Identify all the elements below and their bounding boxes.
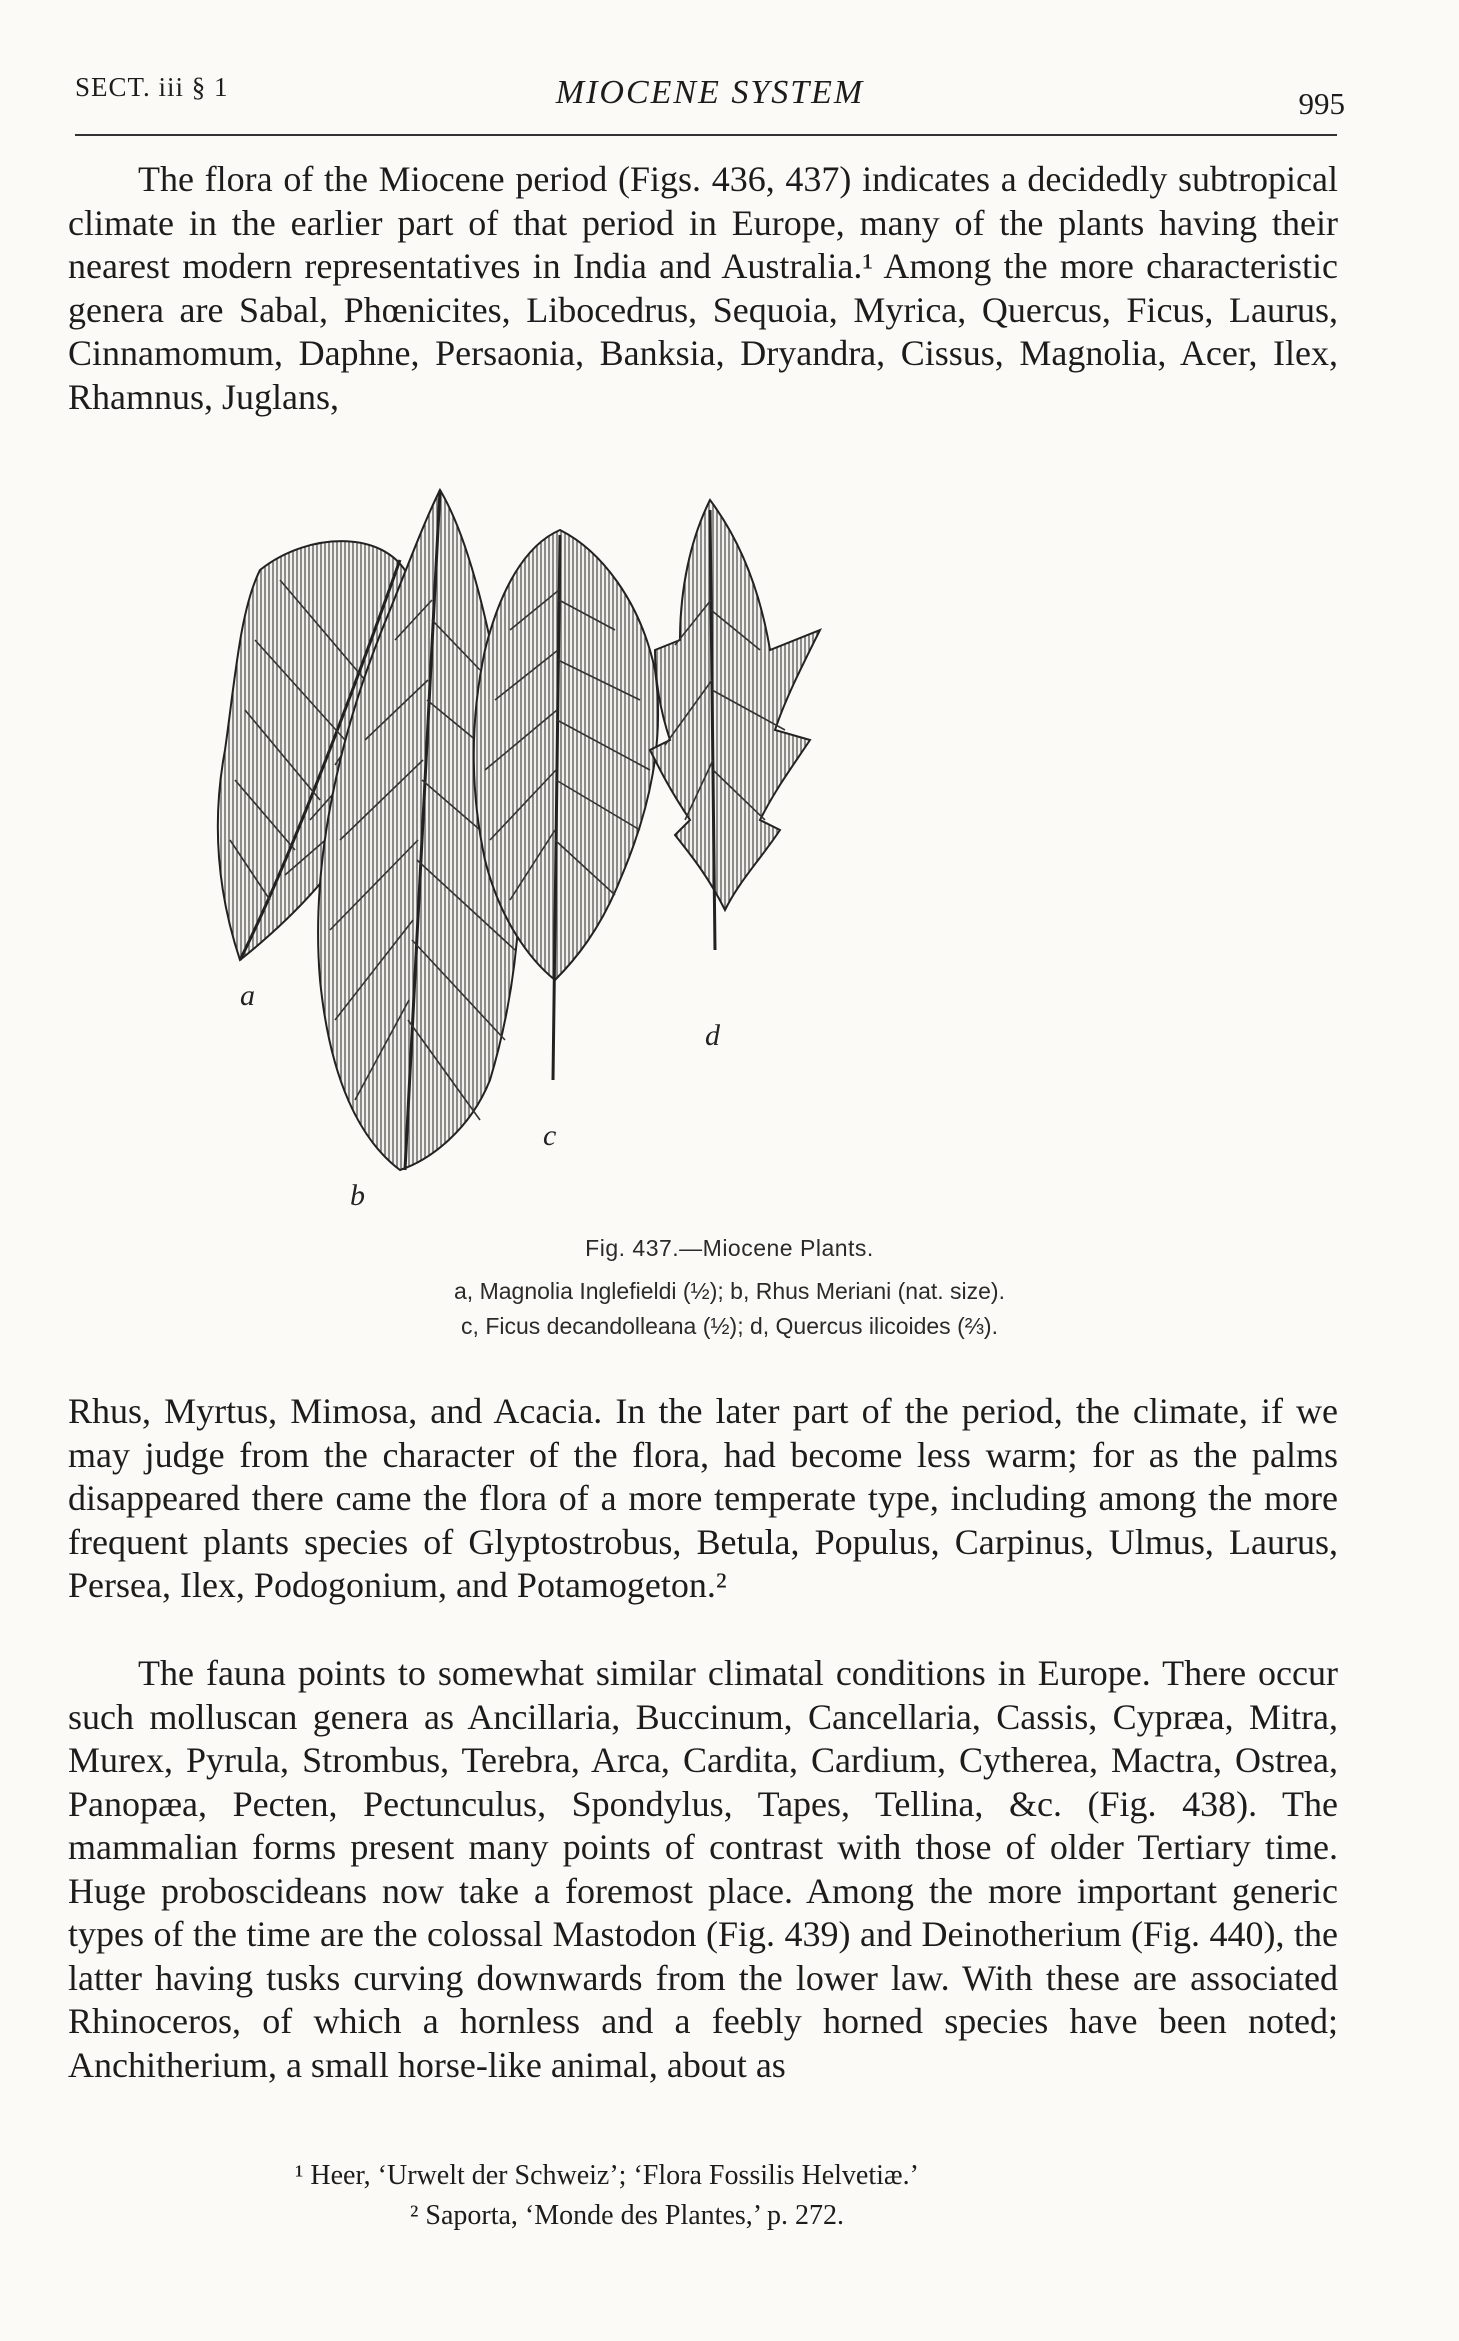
leaf-illustrations: [200, 480, 1380, 1210]
footnote-2: ² Saporta, ‘Monde des Plantes,’ p. 272.: [410, 2200, 845, 2231]
paragraph-fauna: The fauna points to somewhat similar climatal conditions in Europe. There occur such molluscan genera as Ancillaria, Buccinum, Cancellaria, Cassis, Cypræa, Mitra, Murex, Pyrula, Strombus, Terebra, Arca, Cardita, Cardium, Cytherea, Mactra, Ostrea, Panopæa, Pecten, Pectunculus, Spondylus, Tapes, Tellina, &c. (Fig. 438). The mammalian forms present many points of contrast with those of older Tertiary time. Huge proboscideans now take a foremost place. Among the more important generic types of the time are the colossal Mastodon (Fig. 439) and Deinotherium (Fig. 440), the latter having tusks curving downwards from the lower law. With these are associated Rhinoceros, of which a hornless and a feebly horned species have been noted; Anchitherium, a small horse-like animal, about as: [68, 1653, 1338, 2085]
figure-miocene-plants: [200, 480, 1380, 1210]
figure-caption-line-2: c, Ficus decandolleana (½); d, Quercus ilicoides (⅔).: [461, 1313, 998, 1339]
leaf-label-b: b: [350, 1179, 365, 1210]
leaf-label-c: c: [543, 1119, 557, 1152]
figure-caption-title: Fig. 437.—Miocene Plants.: [585, 1235, 874, 1261]
header-rule: [75, 134, 1337, 136]
footnote-1: ¹ Heer, ‘Urwelt der Schweiz’; ‘Flora Fossilis Helvetiæ.’: [295, 2160, 919, 2191]
footnotes: [0, 2160, 1459, 2240]
section-reference: SECT. iii § 1: [75, 72, 229, 102]
leaf-label-a: a: [240, 979, 255, 1012]
running-header: [75, 72, 1345, 122]
leaf-label-d: d: [705, 1019, 720, 1052]
paragraph-flora-later: Rhus, Myrtus, Mimosa, and Acacia. In the later part of the period, the climate, if we may judge from the character of the flora, had become less warm; for as the palms disappeared there came the flora of a more temperate type, including among the more frequent plants species of Glyptostrobus, Betula, Populus, Carpinus, Ulmus, Laurus, Persea, Ilex, Podogonium, and Potamogeton.²: [68, 1391, 1338, 1605]
figure-caption-line-1: a, Magnolia Inglefieldi (½); b, Rhus Meriani (nat. size).: [454, 1278, 1005, 1304]
leaf-d-quercus: [650, 500, 820, 950]
paragraph-flora-early: The flora of the Miocene period (Figs. 436, 437) indicates a decidedly subtropical climate in the earlier part of that period in Europe, many of the plants having their nearest modern representatives in India and Australia.¹ Among the more characteristic genera are Sabal, Phœnicites, Libocedrus, Sequoia, Myrica, Quercus, Ficus, Laurus, Cinnamomum, Daphne, Persaonia, Banksia, Dryandra, Cissus, Magnolia, Acer, Ilex, Rhamnus, Juglans,: [68, 159, 1338, 417]
running-title: MIOCENE SYSTEM: [555, 74, 865, 111]
page-number: 995: [1298, 86, 1345, 121]
